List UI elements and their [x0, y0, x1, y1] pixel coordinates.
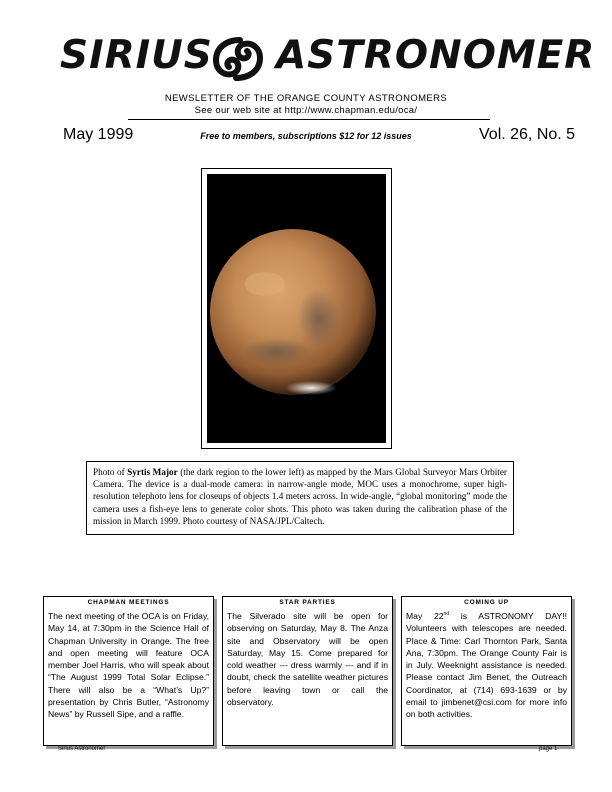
- star-parties-box: [222, 596, 393, 746]
- chapman-meetings-box: [43, 596, 214, 746]
- caption-text: (the dark region to the lower left) as mapped by the Mars Global Surveyor Mars Orbiter Camera. The device is a dual-mode camera: in narrow-angle mode, MOC uses a monochrome, super high-resolution telephoto lens for closeups of objects 1.4 meters across. In wide-angle, “global monitoring” mode the camera uses a fish-eye lens to generate color shots. This photo was taken during the calibration phase of the mission in March 1999. Photo courtesy of NASA/JPL/Caltech.: [93, 467, 507, 526]
- footer-page-number: page 1: [539, 746, 558, 752]
- mars-planet-image: [207, 174, 386, 443]
- masthead-word-astronomer: ASTRONOMER: [276, 33, 596, 78]
- footer-publication: Sirius Astronomer: [58, 746, 106, 752]
- mars-photo-frame: [201, 168, 392, 449]
- volume-number: Vol. 26, No. 5: [479, 126, 576, 143]
- star-parties-heading: STAR PARTIES: [279, 599, 336, 606]
- subscription-note: Free to members, subscriptions $12 for 12 issues: [200, 131, 412, 141]
- header-rule: [128, 119, 490, 120]
- coming-up-text-start: May 22: [406, 611, 444, 621]
- coming-up-box: [401, 596, 572, 746]
- chapman-meetings-heading: CHAPMAN MEETINGS: [87, 599, 170, 606]
- swirl-logo-icon: [210, 34, 266, 84]
- coming-up-text-rest: is ASTRONOMY DAY!! Volunteers with telescopes are needed. Place & Time: Carl Thornton Park, Santa Ana, 7:30pm. The Orange County Fair is in July. Weeknight assistance is needed. Please contact Jim Benet, the Outreach Coordinator, at (714) 693-1639 or by email to jimbenet@csi.com for more info on both activities.: [406, 611, 567, 720]
- masthead-word-sirius: SIRIUS: [60, 33, 213, 78]
- chapman-meetings-text: The next meeting of the OCA is on Friday, May 14, at 7:30pm in the Science Hall of Chapman University in Orange. The free and open meeting will feature OCA member Joel Harris, who will speak about “The August 1999 Total Solar Eclipse.” There will also be a “What’s Up?” presentation by Chris Butler, “Astronomy News” by Russell Sipe, and a raffle.: [48, 611, 209, 720]
- issue-date: May 1999: [63, 126, 134, 143]
- newsletter-subtitle: NEWSLETTER OF THE ORANGE COUNTY ASTRONOMERS: [164, 93, 448, 104]
- masthead: [0, 28, 612, 88]
- mars-photo: [207, 174, 386, 443]
- coming-up-ordinal: nd: [443, 611, 450, 618]
- star-parties-text: The Silverado site will be open for observing on Saturday, May 8. The Anza site and Observatory will be open Saturday, May 15. Come prepared for cold weather --- dress warmly --- and if in doubt, check the satellite weather pictures before leaving town or call the observatory.: [227, 611, 388, 708]
- caption-subject: Syrtis Major: [127, 467, 178, 477]
- photo-caption: [86, 461, 514, 535]
- coming-up-text: [406, 610, 567, 721]
- coming-up-heading: COMING UP: [464, 599, 509, 606]
- website-line: See our web site at http://www.chapman.edu/oca/: [194, 105, 418, 116]
- caption-lead: Photo of: [93, 467, 128, 477]
